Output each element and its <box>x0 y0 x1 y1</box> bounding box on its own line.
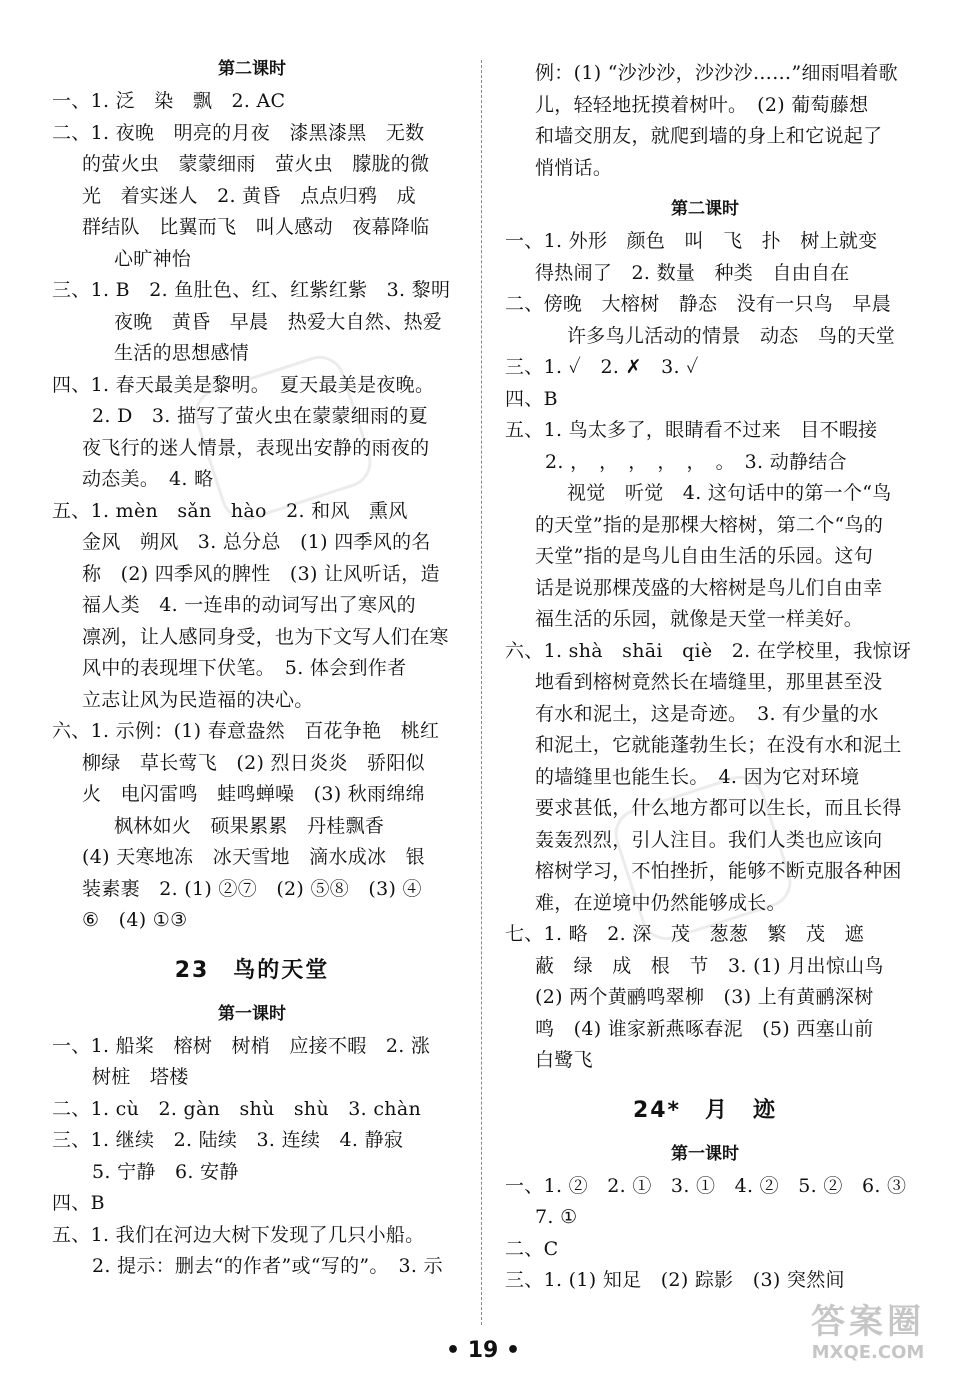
answer-line: 三、1. 继续 2. 陆续 3. 连续 4. 静寂 <box>52 1129 404 1151</box>
answer-line: 立志让风为民造福的决心。 <box>82 688 314 711</box>
logo-text: 答案圈 <box>811 1302 925 1342</box>
answer-line: 2. ， ， ， ， ， 。 3. 动静结合 <box>545 450 847 473</box>
answer-line: 福生活的乐园，就像是天堂一样美好。 <box>535 608 864 630</box>
answer-line: 二、C <box>505 1237 559 1260</box>
answer-line: 五、1. 我们在河边大树下发现了几只小船。 <box>52 1223 425 1246</box>
section-heading: 第一课时 <box>218 1003 286 1024</box>
answer-line: 的萤火虫 蒙蒙细雨 萤火虫 朦胧的微 <box>82 153 430 175</box>
watermark-logo <box>778 1302 958 1372</box>
answer-line: 二、傍晚 大榕树 静态 没有一只鸟 早晨 <box>505 293 892 315</box>
logo-domain: MXQE.COM <box>811 1342 925 1363</box>
answer-line: 话是说那棵茂盛的大榕树是鸟儿们自由幸 <box>535 576 883 599</box>
answer-block <box>52 1031 452 1283</box>
answer-line: 例：(1) “沙沙沙，沙沙沙……”细雨唱着歌 <box>535 62 898 84</box>
answer-line: 心旷神怡 <box>114 247 192 270</box>
answer-line: 四、1. 春天最美是黎明。 夏天最美是夜晚。 <box>52 373 435 396</box>
answer-line: 许多鸟儿活动的情景 动态 鸟的天堂 <box>567 324 896 347</box>
answer-line: 称 (2) 四季风的脾性 (3) 让风听话，造 <box>82 562 440 585</box>
answer-line: 得热闹了 2. 数量 种类 自由自在 <box>535 261 850 284</box>
answer-line: 六、1. shà shāi qiè 2. 在学校里，我惊讶 <box>505 639 912 662</box>
answer-line: 悄悄话。 <box>535 156 613 179</box>
answer-line: 三、1. (1) 知足 (2) 踪影 (3) 突然间 <box>505 1269 845 1291</box>
answer-line: 一、1. 船桨 榕树 树梢 应接不暇 2. 涨 <box>52 1034 431 1057</box>
answer-line: 白鹭飞 <box>535 1049 593 1071</box>
column-divider <box>481 60 482 1325</box>
lesson-title: 23 鸟的天堂 <box>174 957 330 983</box>
answer-line: 四、B <box>52 1192 105 1214</box>
answer-line: 三、1. B 2. 鱼肚色、红、红紫红紫 3. 黎明 <box>52 279 451 301</box>
answer-line: 火 电闪雷鸣 蛙鸣蝉噪 (3) 秋雨绵绵 <box>82 783 425 805</box>
answer-line: 鸣 (4) 谁家新燕啄春泥 (5) 西塞山前 <box>535 1017 874 1040</box>
section-heading: 第二课时 <box>218 59 286 79</box>
page-number: • 19 • <box>445 1338 521 1363</box>
answer-line: 三、1. ✓ 2. ✗ 3. ✓ <box>505 356 699 378</box>
answer-line: 二、1. 夜晚 明亮的月夜 漆黑漆黑 无数 <box>52 121 425 144</box>
answer-line: 一、1. 泛 染 飘 2. AC <box>52 90 286 112</box>
answer-line: 和泥土，它就能蓬勃生长；在没有水和泥土 <box>535 734 902 756</box>
answer-line: 2. D 3. 描写了萤火虫在蒙蒙细雨的夏 <box>92 405 428 427</box>
answer-line: 装素裹 2. (1) ②⑦ (2) ⑤⑧ (3) ④ <box>82 877 422 900</box>
answer-line: 四、B <box>505 387 558 410</box>
answer-line: 的天堂”指的是那棵大榕树，第二个“鸟的 <box>535 513 884 536</box>
answer-line: 天堂”指的是鸟儿自由生活的乐园。这句 <box>535 545 874 567</box>
answer-line: 七、1. 略 2. 深 茂 葱葱 繁 茂 遮 <box>505 923 864 945</box>
answer-line: 5. 宁静 6. 安静 <box>92 1160 239 1183</box>
answer-line: 一、1. ② 2. ① 3. ① 4. ② 5. ② 6. ③ <box>505 1174 907 1197</box>
section-heading: 第一课时 <box>671 1143 739 1164</box>
answer-block <box>505 226 912 1077</box>
answer-line: 五、1. 鸟太多了，眼睛看不过来 目不暇接 <box>505 419 878 441</box>
answer-line: 榕树学习，不怕挫折，能够不断克服各种困 <box>535 860 902 882</box>
answer-line: 要求甚低，什么地方都可以生长，而且长得 <box>535 797 902 819</box>
answer-line: (4) 天寒地冻 冰天雪地 滴水成冰 银 <box>82 846 425 868</box>
answer-line: 生活的思想感情 <box>114 342 250 364</box>
lesson-title: 24* 月 迹 <box>632 1097 778 1123</box>
answer-line: 动态美。 4. 略 <box>82 468 214 490</box>
answer-line: 风中的表现埋下伏笔。 5. 体会到作者 <box>82 657 407 679</box>
answer-line: 地看到榕树竟然长在墙缝里，那里甚至没 <box>535 671 883 693</box>
answer-line: 群结队 比翼而飞 叫人感动 夜幕降临 <box>82 216 430 238</box>
answer-line: 夜飞行的迷人情景，表现出安静的雨夜的 <box>82 436 430 459</box>
answer-line: 7. ① <box>535 1206 578 1228</box>
answer-line: 柳绿 草长莺飞 (2) 烈日炎炎 骄阳似 <box>82 751 425 774</box>
answer-line: 福人类 4. 一连串的动词写出了寒风的 <box>82 594 416 616</box>
answer-line: (2) 两个黄鹂鸣翠柳 (3) 上有黄鹂深树 <box>535 986 874 1008</box>
answer-line: 儿，轻轻地抚摸着树叶。 (2) 葡萄藤想 <box>535 93 869 116</box>
answer-line: 和墙交朋友，就爬到墙的身上和它说起了 <box>535 125 883 147</box>
answer-line: 五、1. mèn sǎn hào 2. 和风 熏风 <box>52 499 408 522</box>
answer-line: 枫林如火 硕果累累 丹桂飘香 <box>114 814 385 837</box>
right-column <box>505 58 912 1297</box>
answer-line: 二、1. cù 2. gàn shù shù 3. chàn <box>52 1097 421 1120</box>
answer-line: 金风 朔风 3. 总分总 (1) 四季风的名 <box>82 531 431 553</box>
answer-line: 六、1. 示例：(1) 春意盎然 百花争艳 桃红 <box>52 720 440 742</box>
answer-line: 视觉 听觉 4. 这句话中的第一个“鸟 <box>567 482 892 504</box>
answer-line: 蔽 绿 成 根 节 3. (1) 月出惊山鸟 <box>535 954 884 977</box>
answer-line: 轰轰烈烈，引人注目。我们人类也应该向 <box>535 828 883 851</box>
answer-line: 凛冽，让人感同身受，也为下文写人们在寒 <box>82 625 449 648</box>
answer-block <box>505 58 905 184</box>
answer-block <box>505 1171 905 1297</box>
left-column <box>52 52 452 1283</box>
answer-line: 有水和泥土，这是奇迹。 3. 有少量的水 <box>535 702 879 725</box>
answer-line: 光 着实迷人 2. 黄昏 点点归鸦 成 <box>82 184 416 207</box>
answer-line: ⑥ (4) ①③ <box>82 909 188 931</box>
answer-line: 一、1. 外形 颜色 叫 飞 扑 树上就变 <box>505 230 878 252</box>
answer-line: 2. 提示：删去“的作者”或“写的”。 3. 示 <box>92 1255 443 1277</box>
answer-line: 难，在逆境中仍然能够成长。 <box>535 891 786 914</box>
answer-line: 树桩 塔楼 <box>92 1066 189 1088</box>
answer-block <box>52 86 452 937</box>
section-heading: 第二课时 <box>671 199 739 219</box>
answer-line: 夜晚 黄昏 早晨 热爱大自然、热爱 <box>114 310 443 333</box>
answer-line: 的墙缝里也能生长。 4. 因为它对环境 <box>535 765 860 788</box>
